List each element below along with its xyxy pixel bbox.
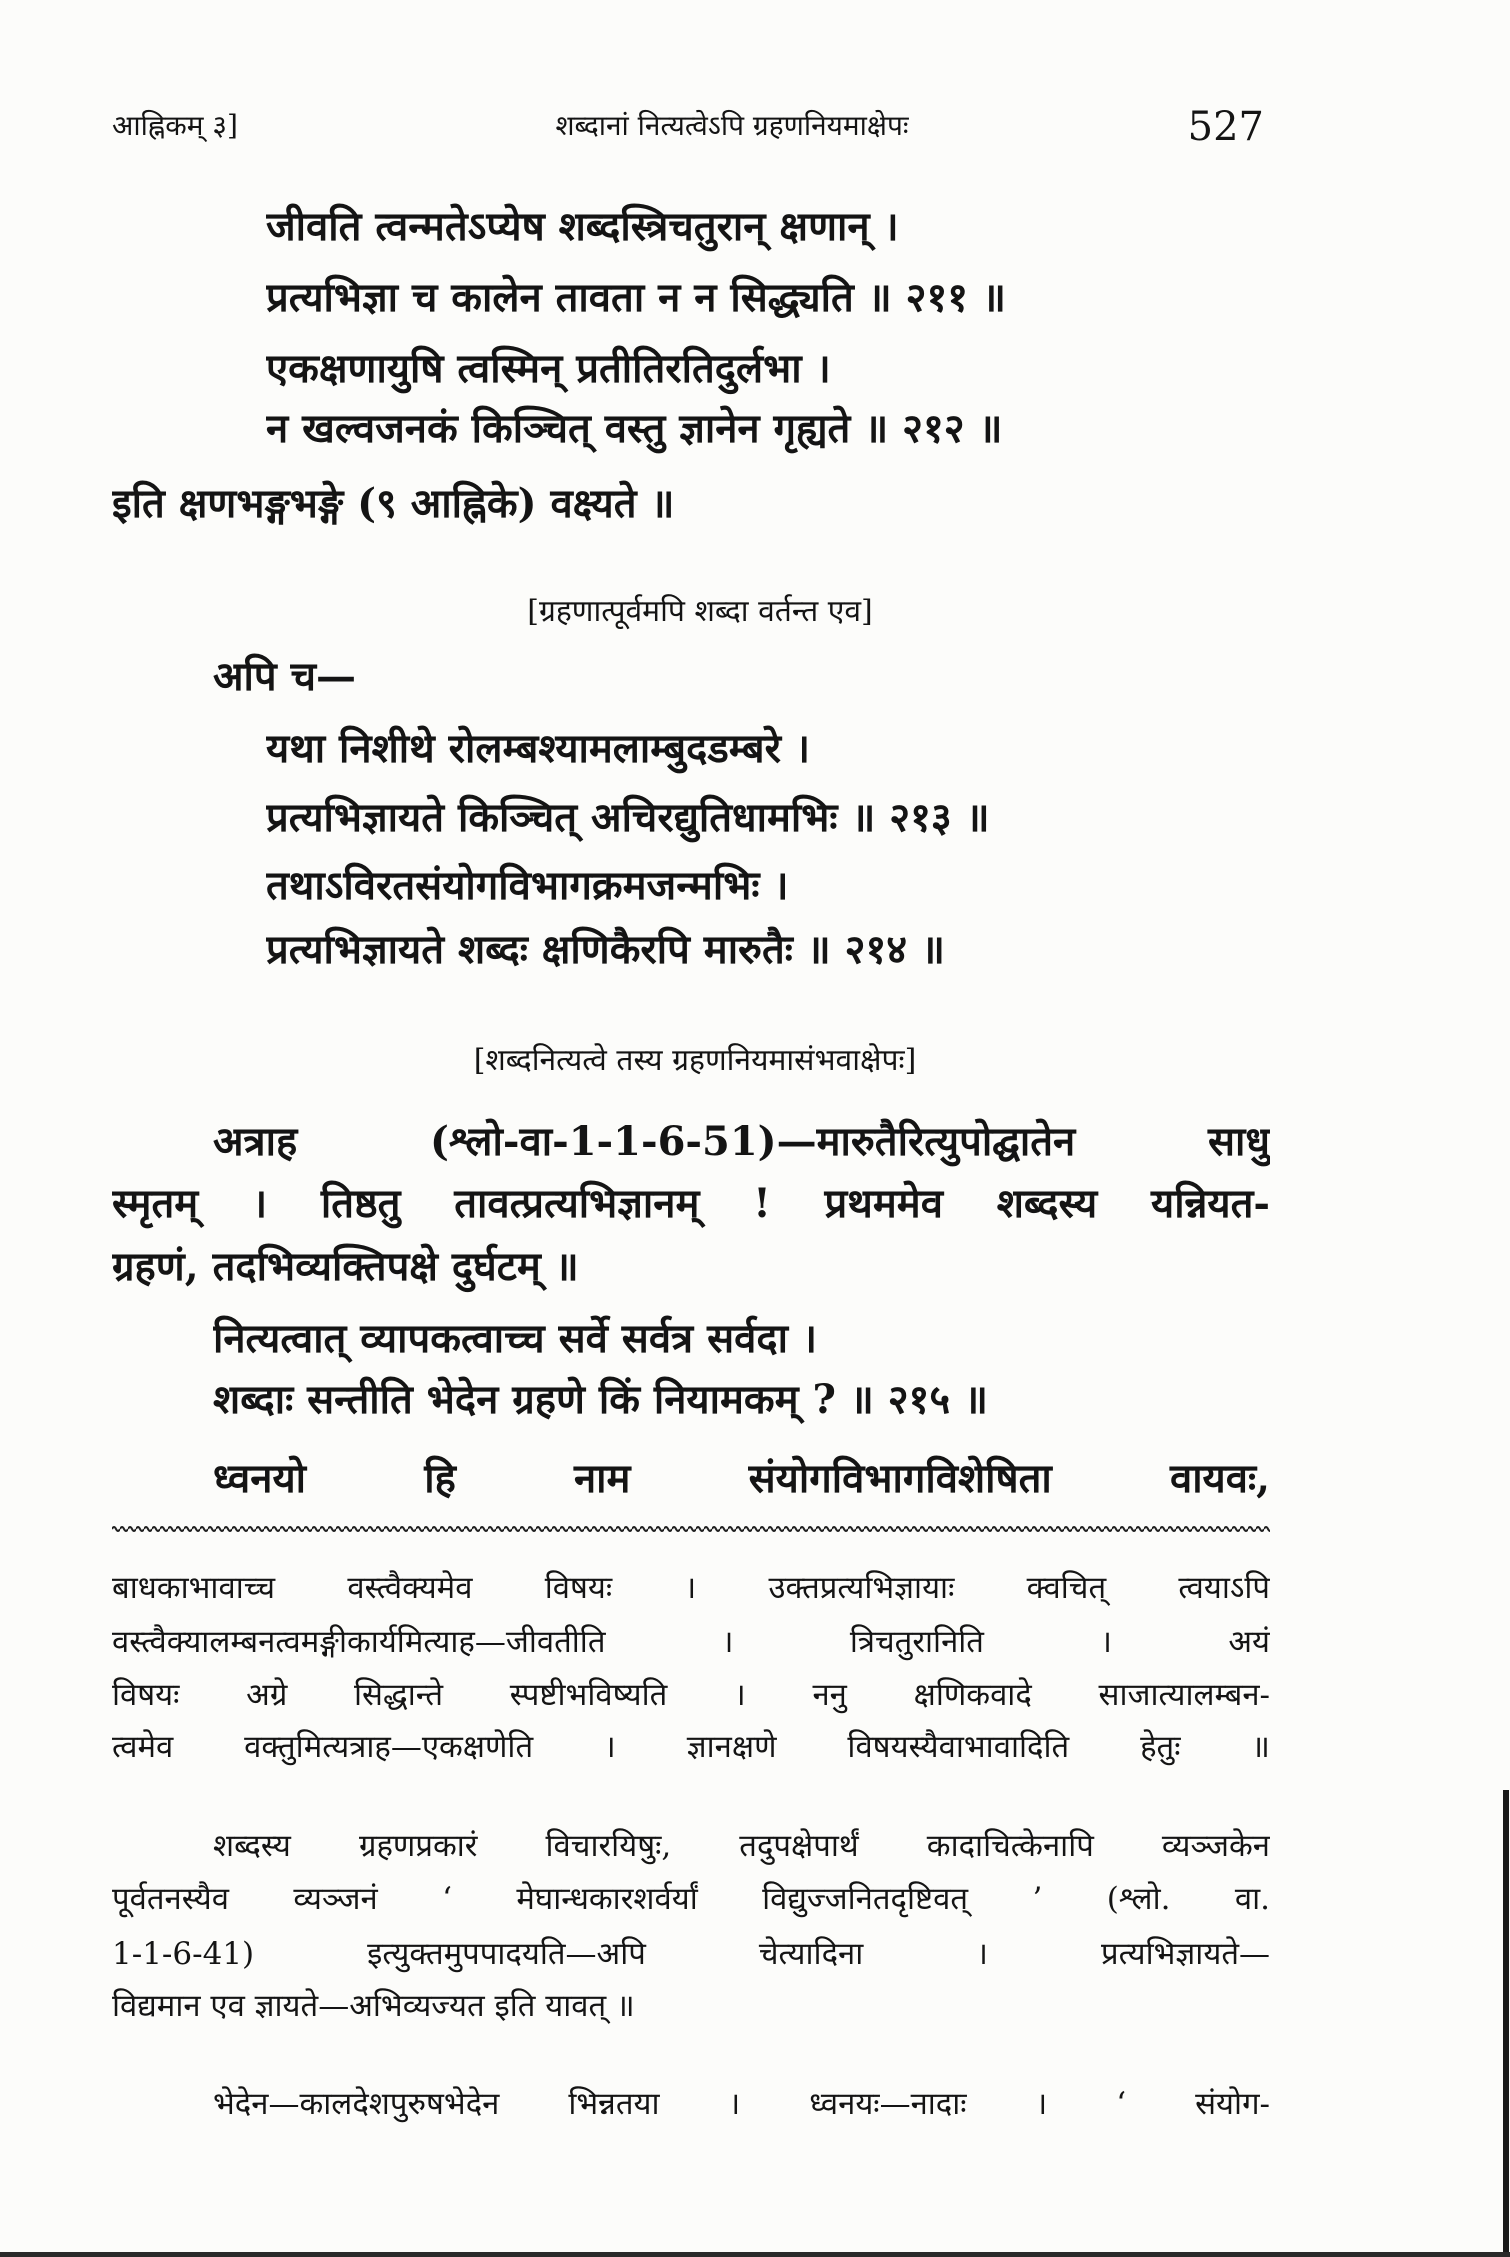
commentary-line: 1-1-6-41) इत्युक्तमुपपादयति—अपि चेत्यादिना । प्रत्यभिज्ञायते— bbox=[112, 1936, 1270, 1972]
paragraph-line: अत्राह (श्लो-वा-1-1-6-51)—मारुतैरित्युपोद्घातेन साधु bbox=[213, 1118, 1270, 1165]
separator-rule bbox=[112, 1521, 1270, 1537]
commentary-line: विषयः अग्रे सिद्धान्ते स्पष्टीभविष्यति । ननु क्षणिकवादे साजात्यालम्बन- bbox=[112, 1677, 1270, 1713]
verse-line: न खल्वजनकं किञ्चित् वस्तु ज्ञानेन गृह्यते ॥ २१२ ॥ bbox=[266, 405, 1003, 452]
section-heading: [ग्रहणात्पूर्वमपि शब्दा वर्तन्त एव] bbox=[527, 594, 873, 629]
paragraph-line: ग्रहणं, तदभिव्यक्तिपक्षे दुर्घटम् ॥ bbox=[112, 1243, 579, 1290]
commentary-line: वस्त्वैक्यालम्बनत्वमङ्गीकार्यमित्याह—जीवतीति । त्रिचतुरानिति । अयं bbox=[112, 1624, 1270, 1660]
commentary-line: विद्यमान एव ज्ञायते—अभिव्यज्यत इति यावत् ॥ bbox=[112, 1988, 635, 2024]
commentary-line: शब्दस्य ग्रहणप्रकारं विचारयिषुः, तदुपक्षेपार्थं कादाचित्केनापि व्यञ्जकेन bbox=[213, 1828, 1270, 1864]
verse-line: शब्दाः सन्तीति भेदेन ग्रहणे किं नियामकम् ? ॥ २१५ ॥ bbox=[213, 1376, 989, 1423]
verse-line: प्रत्यभिज्ञायते शब्दः क्षणिकैरपि मारुतैः ॥ २१४ ॥ bbox=[266, 926, 945, 973]
verse-line: प्रत्यभिज्ञायते किञ्चित् अचिरद्युतिधामभिः ॥ २१३ ॥ bbox=[266, 794, 990, 841]
section-intro: अपि च— bbox=[213, 653, 356, 700]
commentary-line: पूर्वतनस्यैव व्यञ्जनं ‘ मेघान्धकारशर्वर्यां विद्युज्जनितदृष्टिवत् ’ (श्लो. वा. bbox=[112, 1881, 1270, 1917]
verse-line: जीवति त्वन्मतेऽप्येष शब्दस्त्रिचतुरान् क्षणान् । bbox=[266, 203, 899, 250]
verse-line: तथाऽविरतसंयोगविभागक्रमजन्मभिः । bbox=[266, 862, 789, 909]
commentary-line: त्वमेव वक्तुमित्यत्राह—एकक्षणेति । ज्ञानक्षणे विषयस्यैवाभावादिति हेतुः ॥ bbox=[112, 1729, 1270, 1765]
commentary-line: बाधकाभावाच्च वस्त्वैक्यमेव विषयः । उक्तप्रत्यभिज्ञायाः क्वचित् त्वयाऽपि bbox=[112, 1570, 1270, 1606]
paragraph-continuation: ध्वनयो हि नाम संयोगविभागविशेषिता वायवः, bbox=[213, 1455, 1270, 1502]
section-heading: [शब्दनित्यत्वे तस्य ग्रहणनियमासंभवाक्षेपः] bbox=[473, 1043, 917, 1078]
verse-line: नित्यत्वात् व्यापकत्वाच्च सर्वे सर्वत्र सर्वदा । bbox=[213, 1315, 818, 1362]
verse-line: यथा निशीथे रोलम्बश्यामलाम्बुदडम्बरे । bbox=[266, 725, 811, 772]
running-header-title: शब्दानां नित्यत्वेऽपि ग्रहणनियमाक्षेपः bbox=[555, 109, 909, 142]
page-number: 527 bbox=[1187, 107, 1264, 147]
scan-edge bbox=[1503, 1790, 1509, 2257]
commentary-line: भेदेन—कालदेशपुरुषभेदेन भिन्नतया । ध्वनयः—नादाः । ‘ संयोग- bbox=[213, 2086, 1270, 2122]
paragraph-line: स्मृतम् । तिष्ठतु तावत्प्रत्यभिज्ञानम् ! प्रथममेव शब्दस्य यन्नियत- bbox=[112, 1180, 1270, 1227]
verse-line: एकक्षणायुषि त्वस्मिन् प्रतीतिरतिदुर्लभा । bbox=[266, 345, 831, 392]
running-header-chapter: आह्निकम् ३] bbox=[112, 109, 238, 142]
verse-line: प्रत्यभिज्ञा च कालेन तावता न न सिद्ध्यति ॥ २११ ॥ bbox=[266, 274, 1006, 321]
prose-note: इति क्षणभङ्गभङ्गे (९ आह्निके) वक्ष्यते ॥ bbox=[112, 480, 675, 527]
scan-edge bbox=[0, 2252, 1510, 2257]
